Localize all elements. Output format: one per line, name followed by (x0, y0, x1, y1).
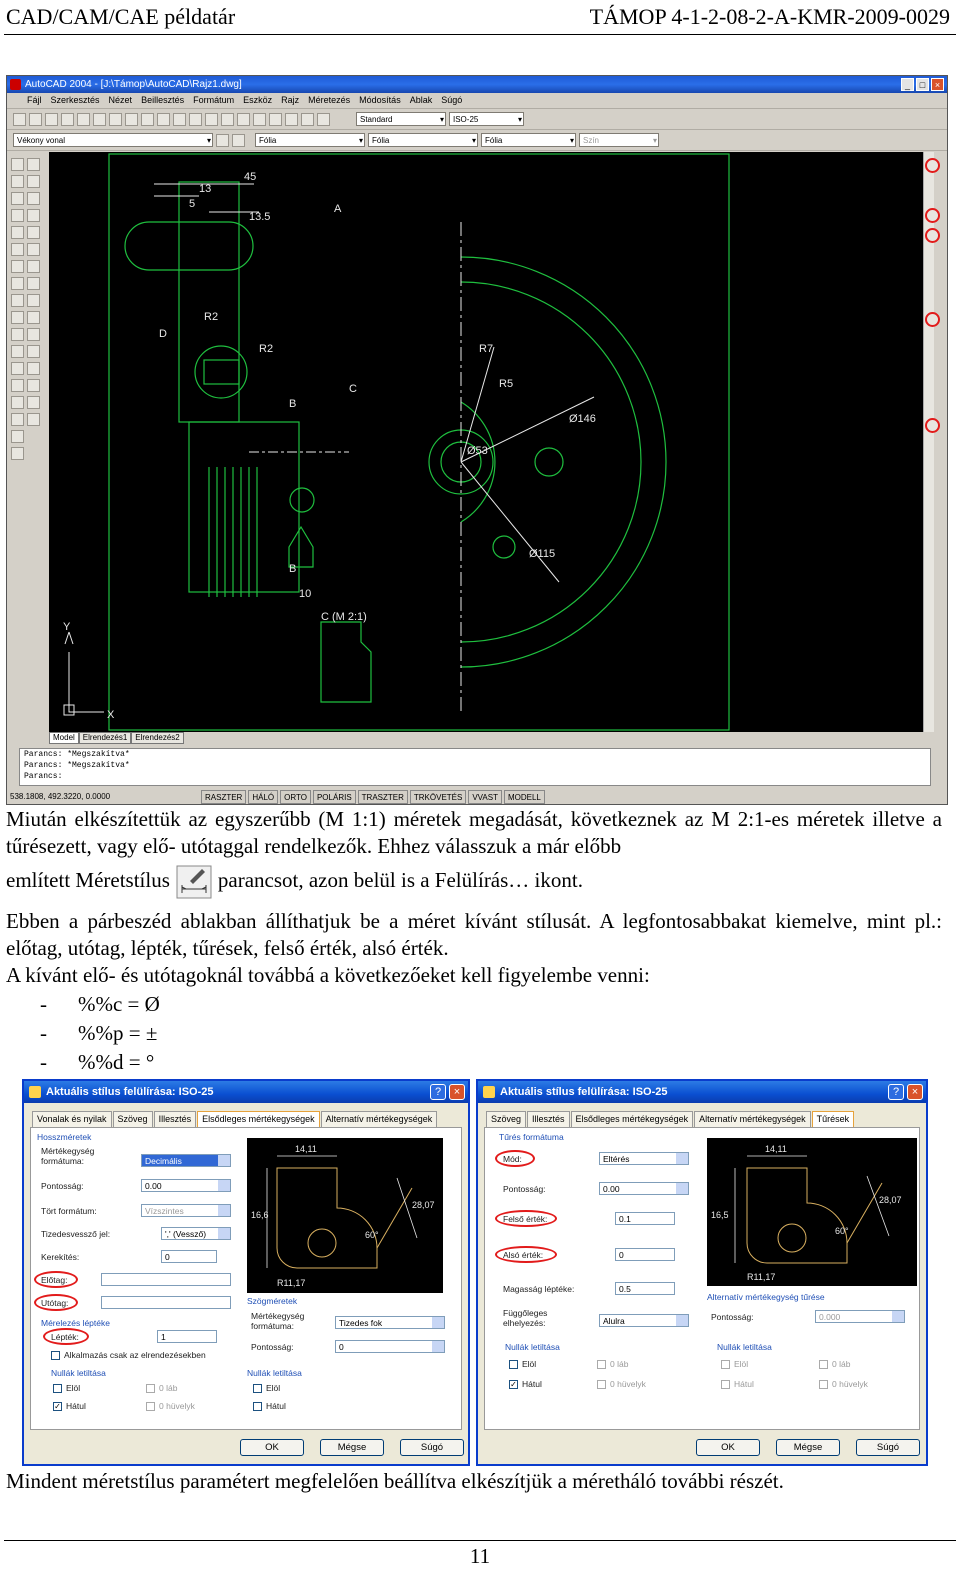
group-angular: Szögméretek (247, 1296, 298, 1306)
break-icon[interactable] (27, 345, 40, 358)
erase-icon[interactable] (27, 158, 40, 171)
list-value: %%p = ± (78, 1021, 158, 1045)
group-zero-suppression: Nullák letiltása (51, 1368, 106, 1378)
dim-13: 13 (199, 183, 212, 195)
vertical-position-label: Függőleges elhelyezés: (503, 1308, 548, 1328)
angle-trailing-label: Hátul (266, 1401, 286, 1411)
pulley-inner-arc (461, 282, 641, 642)
preview-dim-4: 60° (835, 1226, 849, 1236)
cad-drawing (49, 152, 923, 732)
plotstyle-combo[interactable]: Szín ▾ (579, 133, 659, 147)
ellipse-icon[interactable] (11, 311, 24, 324)
detail-c-profile (321, 622, 371, 702)
header-rule (4, 34, 956, 35)
leading-zero-checkbox[interactable] (53, 1384, 62, 1393)
zero-feet-checkbox[interactable] (597, 1360, 606, 1369)
offset-icon[interactable] (27, 209, 40, 222)
preview-dim-5: R11,17 (747, 1272, 776, 1282)
dim-d53: Ø53 (467, 445, 488, 457)
apply-layout-checkbox[interactable] (51, 1351, 60, 1360)
label-b-lower: B (289, 563, 297, 575)
menu-modify[interactable]: Módosítás (359, 95, 401, 105)
list-item (40, 1021, 158, 1046)
scale-icon[interactable] (27, 277, 40, 290)
extend-icon[interactable] (27, 328, 40, 341)
alt-inch-checkbox[interactable] (819, 1380, 828, 1389)
draw-modify-toolbars (9, 158, 45, 498)
ok-button[interactable]: OK (696, 1439, 760, 1456)
hatch-icon[interactable] (11, 396, 24, 409)
zoom-icon[interactable] (205, 113, 218, 126)
coordinate-readout: 538.1808, 492.3220, 0.0000 (7, 790, 199, 804)
precision-select[interactable]: 0.00 (141, 1179, 231, 1192)
region-icon[interactable] (11, 413, 24, 426)
autocad-title: AutoCAD 2004 - [J:\Támop\AutoCAD\Rajz1.dwg] (25, 79, 242, 90)
menu-tools[interactable]: Eszköz (243, 95, 273, 105)
suffix-label: Utótag: (41, 1298, 69, 1308)
stretch-icon[interactable] (27, 294, 40, 307)
table-icon[interactable] (11, 430, 24, 443)
layers-toolbar (7, 130, 947, 151)
preview-drawing (707, 1138, 917, 1286)
dim-45: 45 (244, 171, 257, 183)
pan-icon[interactable] (189, 113, 202, 126)
mirror-icon[interactable] (27, 192, 40, 205)
trailing-zero-checkbox[interactable]: ✓ (510, 1380, 517, 1389)
tab-primary-units[interactable]: Elsődleges mértékegységek (571, 1111, 694, 1127)
make-block-icon[interactable] (11, 362, 24, 375)
label-d: D (159, 328, 167, 340)
alt-precision-select[interactable]: 0.000 (815, 1310, 905, 1323)
footer-rule (4, 1540, 956, 1541)
zero-feet-label: 0 láb (610, 1359, 629, 1369)
color-combo[interactable]: Fólia ▾ (255, 133, 365, 147)
dim-13-5: 13.5 (249, 211, 271, 223)
help-icon[interactable]: ? (430, 1084, 446, 1100)
preview-dim-3: 28,07 (879, 1195, 902, 1205)
ellipse-arc-icon[interactable] (11, 328, 24, 341)
list-value: %%c = Ø (78, 992, 160, 1016)
paragraph-2 (6, 860, 942, 900)
explode-icon[interactable] (27, 413, 40, 426)
menu-view[interactable]: Nézet (108, 95, 133, 105)
diameter-dim-icon[interactable] (925, 228, 940, 243)
unit-format-select[interactable]: Decimális (141, 1154, 231, 1167)
tab-fit[interactable]: Illesztés (154, 1111, 197, 1127)
dim-10: 10 (299, 588, 312, 600)
preview-drawing (247, 1138, 443, 1293)
rotate-icon[interactable] (27, 260, 40, 273)
tab-alternate-units[interactable]: Alternatív mértékegységek (694, 1111, 811, 1127)
list-value: %%d = ° (78, 1050, 155, 1074)
preview-part (747, 1168, 847, 1263)
redo-icon[interactable] (173, 113, 186, 126)
arc-icon[interactable] (11, 243, 24, 256)
dimension-style-icon (176, 865, 212, 899)
trailing-zero-checkbox[interactable]: ✓ (54, 1402, 61, 1411)
menu-bar (7, 93, 947, 109)
tab-fit[interactable]: Illesztés (527, 1111, 570, 1127)
paste-icon[interactable] (125, 113, 138, 126)
preview-dim-3: 28,07 (412, 1200, 435, 1210)
center-marker (289, 527, 313, 567)
lug-hole (535, 448, 563, 476)
status-polar[interactable]: POLÁRIS (313, 790, 356, 804)
help-button[interactable]: Súgó (400, 1439, 464, 1456)
primary-units-panel (30, 1127, 462, 1430)
menu-help[interactable]: Súgó (441, 95, 463, 105)
axis-y-label: Y (63, 621, 71, 633)
command-window[interactable] (19, 748, 931, 786)
point-icon[interactable] (11, 379, 24, 392)
close-icon[interactable]: × (907, 1084, 923, 1100)
status-grid[interactable]: HÁLÓ (248, 790, 278, 804)
label-a: A (334, 203, 342, 215)
tolerance-dim-icon[interactable] (925, 312, 940, 327)
zoom-previous-icon[interactable] (237, 113, 250, 126)
layer-combo[interactable]: Vékony vonal ▾ (13, 133, 213, 147)
tab-lines-arrows[interactable]: Vonalak és nyilak (32, 1111, 112, 1127)
precision-label: Pontosság: (503, 1184, 546, 1194)
zero-inch-label: 0 hüvelyk (610, 1379, 646, 1389)
suffix-input[interactable] (101, 1296, 231, 1309)
preview-dim-2: 16,6 (251, 1210, 269, 1220)
status-bar (7, 790, 947, 804)
angle-precision-select[interactable]: 0 (335, 1340, 445, 1353)
close-icon[interactable]: × (931, 78, 944, 91)
alt-leading-label: Elöl (734, 1359, 749, 1369)
menu-draw[interactable]: Rajz (281, 95, 300, 105)
status-model[interactable]: MODELL (504, 790, 545, 804)
group-measurement-scale: Mérelezés léptéke (41, 1318, 110, 1328)
properties-icon[interactable] (253, 113, 266, 126)
chamfer-icon[interactable] (27, 379, 40, 392)
units-preview (247, 1138, 443, 1293)
layer-manager-icon[interactable] (216, 134, 229, 147)
command-line-1: Parancs: *Megszakítva* (24, 750, 130, 759)
tab-text[interactable]: Szöveg (486, 1111, 526, 1127)
upper-value-input[interactable]: 0.1 (615, 1212, 675, 1225)
pulley-body (189, 422, 299, 592)
fraction-label: Tört formátum: (41, 1206, 97, 1216)
help-icon[interactable] (317, 113, 330, 126)
match-properties-icon[interactable] (141, 113, 154, 126)
design-center-icon[interactable] (269, 113, 282, 126)
cancel-button[interactable]: Mégse (320, 1439, 384, 1456)
list-dash: - (40, 992, 47, 1016)
pulley-grooves (209, 467, 257, 597)
dim-5: 5 (189, 198, 196, 210)
preview-part (277, 1168, 377, 1268)
trailing-zero-label: Hátul (522, 1379, 542, 1389)
zero-feet-label: 0 láb (159, 1383, 178, 1393)
list-dash: - (40, 1021, 47, 1045)
tab-layout1[interactable]: Elrendezés1 (79, 732, 131, 744)
lug-hole-2 (493, 536, 515, 558)
menu-format[interactable]: Formátum (193, 95, 235, 105)
autocad-app-icon (10, 79, 21, 90)
dialog-tabs (32, 1111, 438, 1127)
preview-dim-2: 16,5 (711, 1210, 729, 1220)
preview-slope (377, 1188, 412, 1248)
paragraph-5: Mindent méretstílus paramétert megfelelően beállítva elkészítjük a méretháló további részét. (6, 1469, 784, 1493)
header-right: TÁMOP 4-1-2-08-2-A-KMR-2009-0029 (589, 4, 950, 29)
vertical-position-select[interactable]: Alulra (599, 1314, 689, 1327)
method-select[interactable]: Eltérés (599, 1152, 689, 1165)
paragraph-2-start: említett Méretstílus (6, 868, 170, 892)
alt-precision-label: Pontosság: (711, 1312, 754, 1322)
group-linear: Hosszméretek (37, 1132, 92, 1142)
label-b-upper: B (289, 398, 297, 410)
decimal-separator-label: Tizedesvessző jel: (41, 1229, 111, 1239)
preview-dim-1: 14,11 (295, 1144, 317, 1154)
shaft-outline (179, 182, 239, 422)
calculator-icon[interactable] (301, 113, 314, 126)
trim-icon[interactable] (27, 311, 40, 324)
print-icon[interactable] (61, 113, 74, 126)
method-label: Mód: (503, 1154, 522, 1164)
save-icon[interactable] (45, 113, 58, 126)
scale-label: Lépték: (51, 1332, 79, 1342)
round-off-input[interactable]: 0 (161, 1250, 217, 1263)
tolerances-panel (484, 1127, 920, 1430)
override-dialog-units (22, 1079, 470, 1466)
height-scale-label: Magasság léptéke: (503, 1284, 575, 1294)
leading-zero-checkbox[interactable] (509, 1360, 518, 1369)
precision-label: Pontosság: (41, 1181, 84, 1191)
trailing-zero-label: Hátul (66, 1401, 86, 1411)
axis-x-label: X (107, 709, 115, 721)
paragraph-2-end: parancsot, azon belül is a Felülírás… ikont. (217, 868, 583, 892)
preview-hole (778, 1224, 806, 1252)
ok-button[interactable]: OK (240, 1439, 304, 1456)
list-item (40, 992, 160, 1017)
status-snap[interactable]: RASZTER (201, 790, 246, 804)
copy-icon[interactable] (109, 113, 122, 126)
open-file-icon[interactable] (29, 113, 42, 126)
dim-r2-a: R2 (204, 311, 219, 323)
help-icon[interactable]: ? (888, 1084, 904, 1100)
precision-select[interactable]: 0.00 (599, 1182, 689, 1195)
tab-primary-units[interactable]: Elsődleges mértékegységek (197, 1111, 320, 1127)
round-off-label: Kerekítés: (41, 1252, 80, 1262)
keyway-slot (125, 222, 253, 270)
preview-dim-lines (735, 1156, 889, 1263)
apply-layout-label: Alkalmazás csak az elrendezésekben (64, 1350, 206, 1360)
dim-style-override-icon[interactable] (925, 418, 940, 433)
lineweight-combo[interactable]: Fólia ▾ (481, 133, 576, 147)
alt-trailing-label: Hátul (734, 1379, 754, 1389)
tab-model[interactable]: Model (49, 732, 79, 744)
join-icon[interactable] (27, 362, 40, 375)
hub-arc (461, 402, 495, 522)
undo-icon[interactable] (157, 113, 170, 126)
dim-line-115 (461, 462, 559, 582)
leading-zero-label: Elöl (66, 1383, 81, 1393)
window-controls (901, 78, 944, 91)
drawing-frame (109, 154, 729, 730)
zoom-window-icon[interactable] (221, 113, 234, 126)
linetype-combo[interactable]: Fólia ▾ (368, 133, 478, 147)
command-line-2: Parancs: *Megszakítva* (24, 761, 130, 770)
key-section (204, 360, 239, 384)
cut-icon[interactable] (93, 113, 106, 126)
menu-dimension[interactable]: Méretezés (308, 95, 351, 105)
array-icon[interactable] (27, 226, 40, 239)
page-number: 11 (469, 1544, 491, 1568)
status-osnap[interactable]: TRASZTER (358, 790, 408, 804)
decimal-separator-select[interactable]: ',' (Vessző) (161, 1227, 231, 1240)
height-scale-input[interactable]: 0.5 (615, 1282, 675, 1295)
close-icon[interactable]: × (449, 1084, 465, 1100)
insert-block-icon[interactable] (11, 345, 24, 358)
angle-format-select[interactable]: Tizedes fok (335, 1316, 445, 1329)
menu-edit[interactable]: Szerkesztés (50, 95, 100, 105)
angle-precision-label: Pontosság: (251, 1342, 294, 1352)
dim-d115: Ø115 (529, 548, 556, 560)
angle-format-label: Mértékegység formátuma: (251, 1311, 305, 1331)
zero-inch-label: 0 hüvelyk (159, 1401, 195, 1411)
detail-circle-c (290, 488, 314, 512)
new-file-icon[interactable] (13, 113, 26, 126)
paragraph-3: Ebben a párbeszéd ablakban állíthatjuk be a méret kívánt stílusát. A legfontosabbakat kiemelve, mint pl.: előtag, utótag, lépték, tűrések, felső érték, alsó érték. (6, 909, 942, 960)
menu-window[interactable]: Ablak (409, 95, 433, 105)
tab-text[interactable]: Szöveg (113, 1111, 153, 1127)
alt-feet-checkbox[interactable] (819, 1360, 828, 1369)
zero-inch-checkbox[interactable] (146, 1402, 155, 1411)
radius-dim-icon[interactable] (925, 208, 940, 223)
list-item (40, 1050, 155, 1075)
line-icon[interactable] (11, 158, 24, 171)
leading-zero-label: Elöl (522, 1359, 537, 1369)
minimize-icon[interactable]: _ (901, 78, 914, 91)
angle-leading-label: Elöl (266, 1383, 281, 1393)
preview-dim-4: 60° (365, 1230, 379, 1240)
status-ortho[interactable]: ORTO (280, 790, 311, 804)
rectangle-icon[interactable] (11, 226, 24, 239)
menu-file[interactable]: Fájl (27, 95, 42, 105)
drawing-area[interactable] (49, 152, 923, 732)
preview-dim-1: 14,11 (765, 1144, 787, 1154)
scale-input[interactable]: 1 (157, 1330, 217, 1343)
dimension-toolbar (921, 152, 945, 732)
alt-feet-label: 0 láb (832, 1359, 851, 1369)
zero-feet-checkbox[interactable] (146, 1384, 155, 1393)
dialog-tabs (486, 1111, 855, 1127)
prefix-input[interactable] (101, 1273, 231, 1286)
standard-toolbar (7, 109, 947, 130)
command-line-3: Parancs: (24, 772, 63, 781)
tolerance-preview (707, 1138, 917, 1286)
text-style-combo[interactable]: Standard ▾ (356, 112, 446, 126)
polygon-icon[interactable] (11, 209, 24, 222)
ucs-icon (65, 632, 104, 712)
lower-value-input[interactable]: 0 (615, 1248, 675, 1261)
page-header (0, 0, 960, 40)
dialog-title: Aktuális stílus felülírása: ISO-25 (24, 1081, 468, 1103)
layer-previous-icon[interactable] (232, 134, 245, 147)
polyline-icon[interactable] (11, 192, 24, 205)
prefix-label: Előtag: (41, 1275, 68, 1285)
preview-dim-lines (267, 1156, 417, 1268)
group-zero-suppression: Nullák letiltása (505, 1342, 560, 1352)
linear-dim-icon[interactable] (925, 158, 940, 173)
zero-inch-checkbox[interactable] (597, 1380, 606, 1389)
copy-object-icon[interactable] (27, 175, 40, 188)
dim-r2-b: R2 (259, 343, 274, 355)
paragraph-4: A kívánt elő- és utótagoknál továbbá a következőeket kell figyelembe venni: (6, 963, 650, 987)
status-otrack[interactable]: TRKÖVETÉS (410, 790, 466, 804)
dim-d146: Ø146 (569, 413, 596, 425)
status-lwt[interactable]: VVAST (468, 790, 502, 804)
autocad-window (6, 75, 948, 805)
group-alt-tolerance: Alternatív mértékegység tűrése (707, 1292, 825, 1302)
group-angular-zero: Nullák letiltása (247, 1368, 302, 1378)
paragraph-1: Miután elkészítettük az egyszerűbb (M 1:1) méretek megadását, következnek az M 2:1-es méretek illetve a tűrésezett, vagy elő- utótaggal rendelkezők. Ehhez válasszuk a már előbb (6, 807, 942, 858)
tab-tolerances[interactable]: Tűrések (812, 1111, 855, 1127)
dim-r7: R7 (479, 343, 494, 355)
menu-insert[interactable]: Beillesztés (141, 95, 185, 105)
dialog-title: Aktuális stílus felülírása: ISO-25 (478, 1081, 926, 1103)
fillet-icon[interactable] (27, 396, 40, 409)
alt-trailing-checkbox[interactable] (721, 1380, 730, 1389)
maximize-icon[interactable]: □ (916, 78, 929, 91)
angle-trailing-checkbox[interactable] (253, 1402, 262, 1411)
upper-value-label: Felső érték: (503, 1214, 548, 1224)
tab-alternate-units[interactable]: Alternatív mértékegységek (321, 1111, 438, 1127)
dim-style-combo[interactable]: ISO-25 ▾ (449, 112, 524, 126)
group-alt-zero: Nullák letiltása (717, 1342, 772, 1352)
alt-inch-label: 0 hüvelyk (832, 1379, 868, 1389)
alt-leading-checkbox[interactable] (721, 1360, 730, 1369)
autocad-titlebar (7, 76, 947, 93)
label-c: C (349, 383, 357, 395)
group-tolerance-format: Tűrés formátuma (499, 1132, 564, 1142)
preview-icon[interactable] (77, 113, 90, 126)
preview-dim-5: R11,17 (277, 1278, 306, 1288)
dim-r5: R5 (499, 378, 514, 390)
help-button[interactable]: Súgó (856, 1439, 920, 1456)
cancel-button[interactable]: Mégse (776, 1439, 840, 1456)
preview-slope (847, 1183, 882, 1243)
fraction-select[interactable]: Vízszintes (141, 1204, 231, 1217)
preview-hole (308, 1229, 336, 1257)
list-dash: - (40, 1050, 47, 1074)
override-dialog-tolerances (476, 1079, 928, 1466)
revcloud-icon[interactable] (11, 277, 24, 290)
xline-icon[interactable] (11, 175, 24, 188)
move-icon[interactable] (27, 243, 40, 256)
detail-c-label: C (M 2:1) (321, 611, 367, 623)
circle-icon[interactable] (11, 260, 24, 273)
angle-leading-checkbox[interactable] (253, 1384, 262, 1393)
tab-layout2[interactable]: Elrendezés2 (131, 732, 183, 744)
layout-tabs (49, 732, 184, 744)
spline-icon[interactable] (11, 294, 24, 307)
tool-palette-icon[interactable] (285, 113, 298, 126)
mtext-icon[interactable] (11, 447, 24, 460)
unit-format-label: Mértékegység formátuma: (41, 1146, 95, 1166)
lower-value-label: Alsó érték: (503, 1250, 544, 1260)
header-left: CAD/CAM/CAE példatár (6, 4, 236, 29)
